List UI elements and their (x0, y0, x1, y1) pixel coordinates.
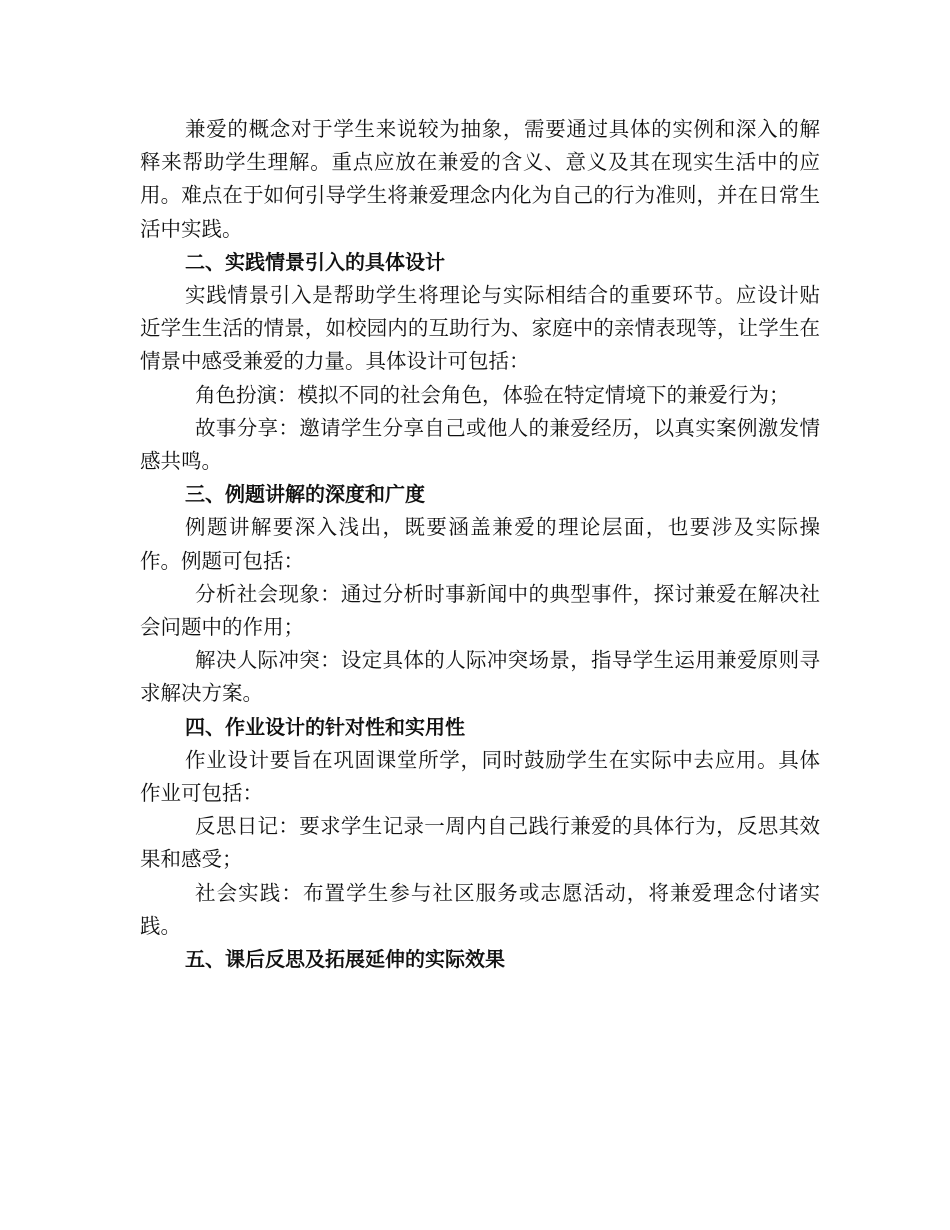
list-item-reflection-diary: 反思日记：要求学生记录一周内自己践行兼爱的具体行为，反思其效果和感受； (140, 814, 820, 872)
section-heading-5: 五、课后反思及拓展延伸的实际效果 (185, 947, 505, 972)
section-heading-3: 三、例题讲解的深度和广度 (185, 482, 425, 507)
paragraph-example-intro: 例题讲解要深入浅出，既要涵盖兼爱的理论层面，也要涉及实际操作。例题可包括： (140, 515, 820, 573)
list-item-social-practice: 社会实践：布置学生参与社区服务或志愿活动，将兼爱理念付诸实践。 (140, 880, 820, 938)
list-item-conflict-resolution: 解决人际冲突：设定具体的人际冲突场景，指导学生运用兼爱原则寻求解决方案。 (140, 648, 820, 706)
paragraph-homework-intro: 作业设计要旨在巩固课堂所学，同时鼓励学生在实际中去应用。具体作业可包括： (140, 747, 820, 806)
list-item-social-analysis: 分析社会现象：通过分析时事新闻中的典型事件，探讨兼爱在解决社会问题中的作用； (140, 581, 820, 640)
document-page (140, 113, 820, 976)
list-item-role-play: 角色扮演：模拟不同的社会角色，体验在特定情境下的兼爱行为； (195, 382, 790, 407)
paragraph-scenario-intro: 实践情景引入是帮助学生将理论与实际相结合的重要环节。应设计贴近学生生活的情景，如校园内的互助行为、家庭中的亲情表现等，让学生在情景中感受兼爱的力量。具体设计可包括： (140, 283, 820, 374)
section-heading-2: 二、实践情景引入的具体设计 (185, 249, 445, 274)
list-item-story-sharing: 故事分享：邀请学生分享自己或他人的兼爱经历，以真实案例激发情感共鸣。 (140, 415, 820, 474)
paragraph-concept-intro: 兼爱的概念对于学生来说较为抽象，需要通过具体的实例和深入的解释来帮助学生理解。重点应放在兼爱的含义、意义及其在现实生活中的应用。难点在于如何引导学生将兼爱理念内化为自己的行为准则，并在日常生活中实践。 (140, 117, 820, 241)
section-heading-4: 四、作业设计的针对性和实用性 (185, 714, 465, 739)
